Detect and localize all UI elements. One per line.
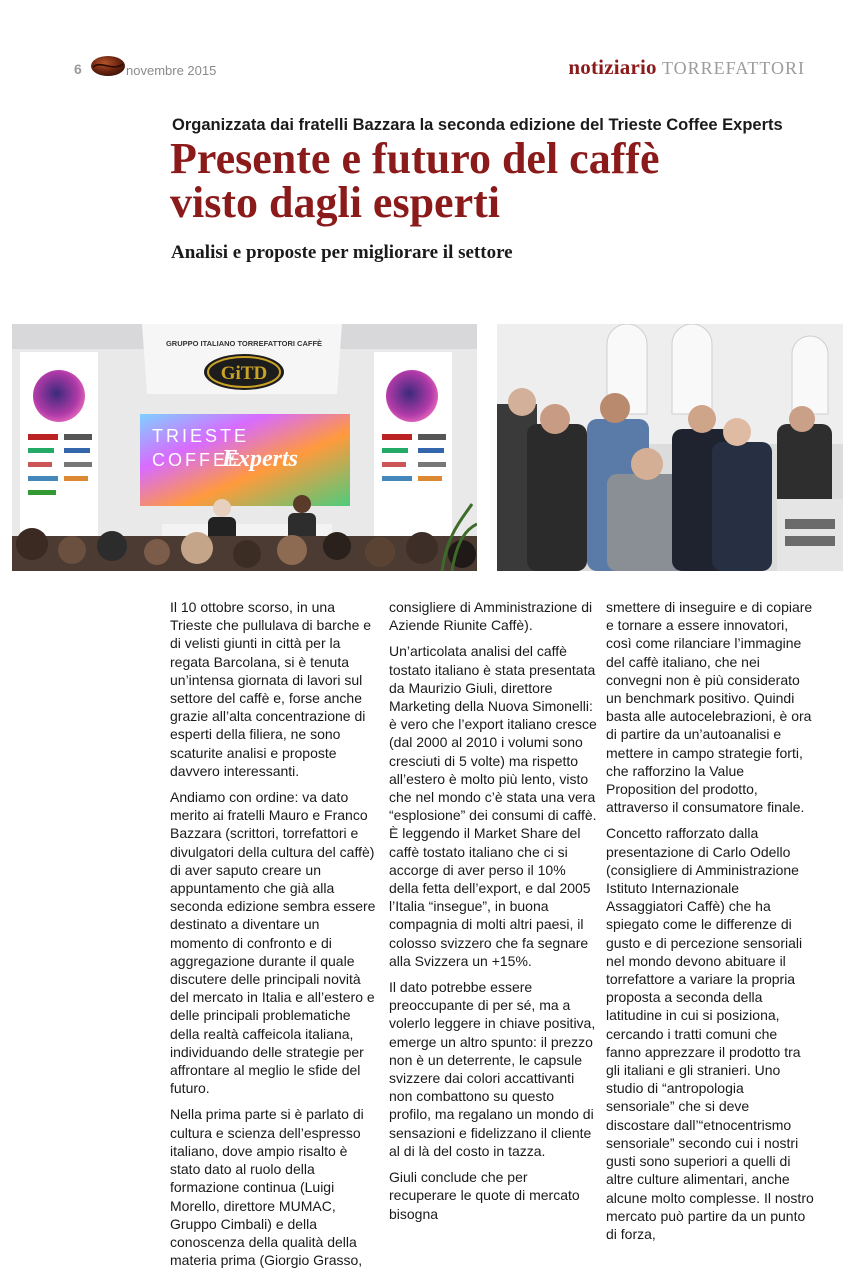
issue-date: novembre 2015 bbox=[126, 63, 217, 78]
networking-group-photo bbox=[497, 324, 843, 571]
paragraph: Il dato potrebbe essere preoccupante di per sé, ma a volerlo leggere in chiave positiva, emerge un altro spunto: il prezzo non è un deterrente, le capsule svizzere dai colori accattivanti non combattono su questo profilo, ma regalano un mondo di sensazioni e fidelizzano il cliente al di là del costo in tazza. bbox=[389, 979, 596, 1159]
paragraph: Andiamo con ordine: va dato merito ai fratelli Mauro e Franco Bazzara (scrittori, torrefattori e divulgatori della cultura del caffè) di aver saputo creare un appuntamento che già alla seconda edizione sembra essere destinato a diventare un momento di confronto e di aggregazione durante il quale discutere delle principali novità del mercato in Italia e all’estero e delle principali problematiche della realtà caffeicola italiana, individuando delle strategie per affrontare al meglio le sfide del futuro. bbox=[170, 789, 376, 1097]
paragraph: Giuli conclude che per recuperare le quote di mercato bisogna bbox=[389, 1169, 580, 1222]
page-number: 6 bbox=[74, 61, 82, 77]
paragraph: smettere di inseguire e di copiare e tornare a essere innovatori, così come rilanciare l’immagine del caffè italiano, che nei convegni non è più considerato un benchmark positivo. Quindi basta alle autocelebrazioni, è ora di partire da un’autoanalisi e mettere in campo strategie forti, che rafforzino la Value Proposition del prodotto, attraverso il consumatore finale. bbox=[606, 599, 813, 816]
brand-name: notiziario bbox=[568, 55, 657, 79]
article-title-line-1: Presente e futuro del caffè bbox=[170, 134, 660, 183]
article-column-2 bbox=[389, 598, 599, 1231]
brand-subname: TORREFATTORI bbox=[661, 58, 805, 78]
screen-word-2: COFFEE bbox=[152, 450, 244, 470]
article-title-line-2: visto dagli esperti bbox=[170, 178, 500, 227]
paragraph: Il 10 ottobre scorso, in una Trieste che pullulava di barche e di velisti giunti in città per la regata Barcolana, si è tenuta un’intensa giornata di lavori sul settore del caffè e, forse anche grazie all’alta concentrazione di esperti della filiera, ne sono scaturite analisi e proposte davvero interessanti. bbox=[170, 599, 372, 779]
paragraph: Un’articolata analisi del caffè tostato italiano è stata presentata da Maurizio Giuli, direttore Marketing della Nuova Simonelli: è vero che l’export italiano cresce (dal 2000 al 2010 i volumi sono cresciuti di 5 volte) ma rispetto all’estero è molto più lento, visto che nel mondo c’è stata una vera “esplosione” dei consumi di caffè. È leggendo il Market Share del caffè tostato italiano che ci si accorge di aver perso il 10% della fetta dell’export, e dal 2005 l’Italia “insegue”, in buona compagnia di molti altri paesi, il colosso svizzero che fa segnare alla Svizzera un +15%. bbox=[389, 643, 597, 969]
conference-stage-photo bbox=[12, 324, 477, 571]
screen-word-3: Experts bbox=[222, 446, 299, 472]
paragraph: Nella prima parte si è parlato di cultura e scienza dell’espresso italiano, dove ampio risalto è stato dato al ruolo della formazione continua (Luigi Morello, direttore MUMAC, Gruppo Cimbali) e della conoscenza della qualità della materia prima (Giorgio Grasso, bbox=[170, 1106, 364, 1269]
banner-caption: GRUPPO ITALIANO TORREFATTORI CAFFÈ bbox=[165, 339, 323, 348]
networking-group-illustration bbox=[497, 324, 843, 571]
page-header bbox=[60, 52, 805, 84]
coffee-bean-icon bbox=[89, 54, 127, 78]
paragraph: Concetto rafforzato dalla presentazione di Carlo Odello (consigliere di Amministrazione Istituto Internazionale Assaggiatori Caffè) che ha spiegato come le differenze di gusto e di percezione sensoriali nel mondo devono abituare il torrefattore a variare la propria proposta a seconda della latitudine in cui si posiziona, cercando i tratti comuni che fanno apprezzare il prodotto tra gli italiani e gli stranieri. Uno studio di “antropologia sensoriale” che si deve discostare dall’“etnocentrismo sensoriale” secondo cui i nostri gusti sono superiori a quelli di altre culture alimentari, anche alcune molto complesse. Il nostro mercato può partire da un punto di forza, bbox=[606, 825, 814, 1242]
article-column-3 bbox=[606, 598, 816, 1251]
conference-stage-illustration bbox=[12, 324, 477, 571]
article-title bbox=[170, 134, 810, 227]
article-subtitle: Analisi e proposte per migliorare il settore bbox=[171, 242, 513, 263]
article-kicker: Organizzata dai fratelli Bazzara la seconda edizione del Trieste Coffee Experts bbox=[172, 116, 783, 134]
banner-logo: GiTD bbox=[220, 363, 268, 384]
article-column-1 bbox=[170, 598, 380, 1277]
paragraph: consigliere di Amministrazione di Aziende Riunite Caffè). bbox=[389, 599, 593, 634]
screen-word-1: TRIESTE bbox=[152, 426, 250, 446]
publication-brand bbox=[568, 55, 805, 80]
